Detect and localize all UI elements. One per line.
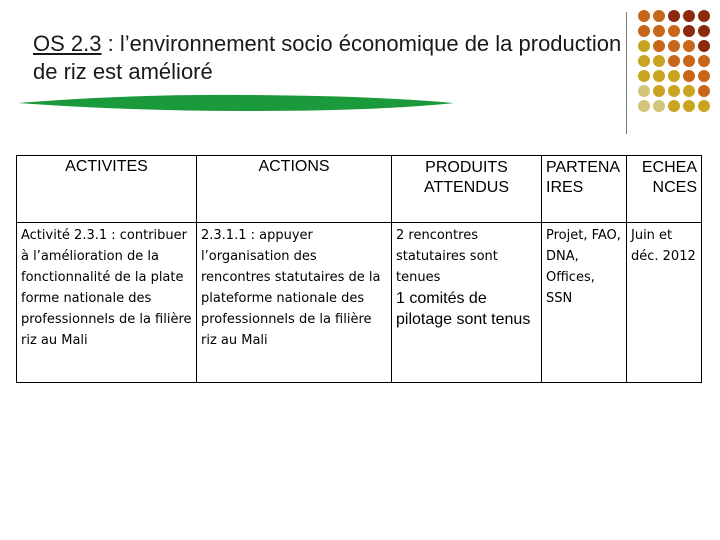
- decor-dot: [653, 25, 665, 37]
- decor-dot: [653, 10, 665, 22]
- vertical-divider: [626, 12, 627, 134]
- table-row: [17, 223, 702, 383]
- decor-dot: [668, 85, 680, 97]
- decor-dot: [668, 40, 680, 52]
- decor-dot: [653, 55, 665, 67]
- green-swoosh-decoration: [18, 92, 458, 114]
- decor-dot: [668, 100, 680, 112]
- decor-dot: [683, 55, 695, 67]
- decor-dot: [683, 40, 695, 52]
- table-header-row: [17, 156, 702, 223]
- decor-dot: [683, 70, 695, 82]
- objective-text: : l’environnement socio économique de la production de riz est amélioré: [33, 31, 622, 84]
- cell-partenaires: Projet, FAO, DNA, Offices, SSN: [542, 223, 627, 383]
- header-partenaires: PARTENAIRES: [542, 156, 627, 223]
- header-echeances: ECHEANCES: [627, 156, 702, 223]
- produit-rencontres: 2 rencontres statutaires sont tenues: [396, 228, 498, 285]
- decor-dot: [698, 100, 710, 112]
- decor-dot: [668, 25, 680, 37]
- decor-dot: [683, 10, 695, 22]
- decor-dot: [653, 85, 665, 97]
- decor-dot: [638, 25, 650, 37]
- header-produits: PRODUITS ATTENDUS: [392, 156, 542, 223]
- decor-dot: [638, 55, 650, 67]
- decor-dot: [653, 40, 665, 52]
- decor-dot: [638, 100, 650, 112]
- header-activites: ACTIVITES: [17, 156, 197, 223]
- decor-dot: [638, 70, 650, 82]
- decor-dot: [698, 40, 710, 52]
- decor-dot: [698, 70, 710, 82]
- decor-dot: [698, 25, 710, 37]
- decor-dot: [653, 100, 665, 112]
- decor-dot: [683, 100, 695, 112]
- decor-dot: [683, 25, 695, 37]
- decor-dot: [653, 70, 665, 82]
- slide-title: [33, 30, 623, 86]
- objective-code: OS 2.3: [33, 31, 102, 56]
- decor-dot: [638, 85, 650, 97]
- decor-dot: [668, 55, 680, 67]
- decor-dot: [638, 40, 650, 52]
- cell-action: 2.3.1.1 : appuyer l’organisation des rencontres statutaires de la plateforme nationale des professionnels de la filière riz au Mali: [197, 223, 392, 383]
- cell-activite: Activité 2.3.1 : contribuer à l’amélioration de la fonctionnalité de la plate forme nationale des professionnels de la filière riz au Mali: [17, 223, 197, 383]
- decor-dot: [668, 10, 680, 22]
- produit-comites: 1 comités de pilotage sont tenus: [396, 290, 531, 328]
- cell-echeance: Juin et déc. 2012: [627, 223, 702, 383]
- decor-dot: [698, 10, 710, 22]
- decor-dot: [683, 85, 695, 97]
- decor-dot: [698, 85, 710, 97]
- decor-dot: [698, 55, 710, 67]
- header-actions: ACTIONS: [197, 156, 392, 223]
- activities-table: [16, 155, 702, 383]
- decor-dot: [668, 70, 680, 82]
- cell-produits: [392, 223, 542, 383]
- decor-dot: [638, 10, 650, 22]
